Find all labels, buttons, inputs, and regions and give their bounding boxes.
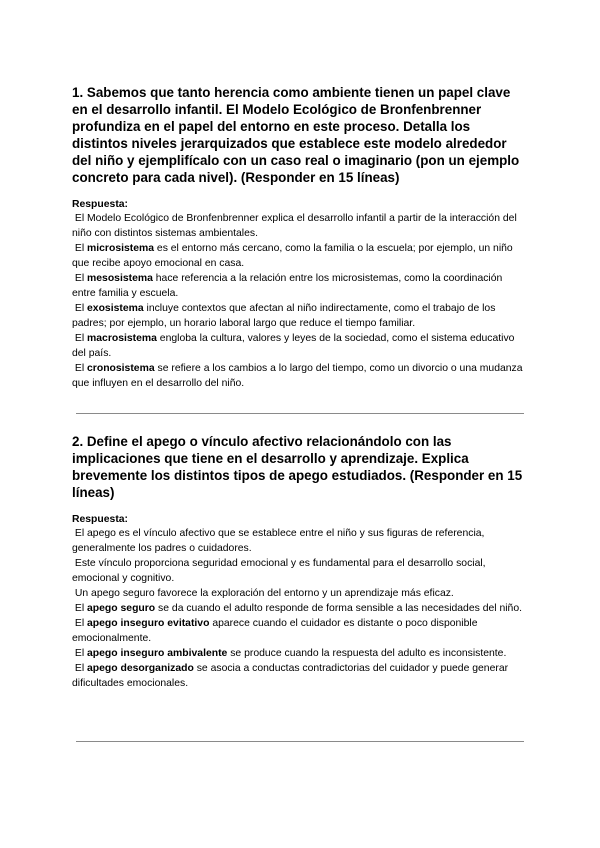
answer-1-body: [72, 211, 528, 391]
answer-1-paragraph: El cronosistema se refiere a los cambios a lo largo del tiempo, como un divorcio o una mudanza que influyen en el desarrollo del niño.: [72, 363, 523, 389]
term-apego-inseguro-evitativo: apego inseguro evitativo: [87, 618, 210, 629]
term-apego-seguro: apego seguro: [87, 603, 156, 614]
section-divider: [76, 413, 524, 414]
term-apego-inseguro-ambivalente: apego inseguro ambivalente: [87, 648, 228, 659]
term-exosistema: exosistema: [87, 303, 144, 314]
question-2-text: 2. Define el apego o vínculo afectivo relacionándolo con las implicaciones que tiene en el desarrollo y aprendizaje. Explica brevemente los distintos tipos de apego estudiados. (Responder en 15 líneas): [72, 434, 523, 500]
answer-2-paragraph: Un apego seguro favorece la exploración del entorno y un aprendizaje más eficaz.: [74, 588, 454, 599]
answer-2-paragraph: El apego inseguro ambivalente se produce cuando la respuesta del adulto es inconsistente.: [74, 648, 507, 659]
answer-1-paragraph: El microsistema es el entorno más cercano, como la familia o la escuela; por ejemplo, un niño que recibe apoyo emocional en casa.: [72, 243, 513, 269]
answer-2-paragraph: El apego desorganizado se asocia a conductas contradictorias del cuidador y puede generar dificultades emocionales.: [72, 663, 509, 689]
answer-2-paragraph: El apego inseguro evitativo aparece cuando el cuidador es distante o poco disponible emocionalmente.: [72, 618, 478, 644]
question-1-text: 1. Sabemos que tanto herencia como ambiente tienen un papel clave en el desarrollo infantil. El Modelo Ecológico de Bronfenbrenner profundiza en el papel del entorno en este proceso. Detalla los distintos niveles jerarquizados que establece este modelo alrededor del niño y ejemplifícalo con un caso real o imaginario (pon un ejemplo concreto para cada nivel). (Responder en 15 líneas): [72, 85, 520, 185]
term-macrosistema: macrosistema: [87, 333, 157, 344]
term-microsistema: microsistema: [87, 243, 155, 254]
term-mesosistema: mesosistema: [87, 273, 153, 284]
answer-1-label: Respuesta:: [72, 199, 129, 210]
answer-2-paragraph: Este vínculo proporciona seguridad emocional y es fundamental para el desarrollo social, emocional y cognitivo.: [72, 558, 486, 584]
answer-1-paragraph: El mesosistema hace referencia a la relación entre los microsistemas, como la coordinación entre familia y escuela.: [72, 273, 503, 299]
term-cronosistema: cronosistema: [87, 363, 155, 374]
answer-2-paragraph: El apego seguro se da cuando el adulto responde de forma sensible a las necesidades del niño.: [74, 603, 522, 614]
answer-1-paragraph: El Modelo Ecológico de Bronfenbrenner explica el desarrollo infantil a partir de la interacción del niño con distintos sistemas ambientales.: [72, 213, 517, 239]
answer-2-paragraph: El apego es el vínculo afectivo que se establece entre el niño y sus figuras de referencia, generalmente los padres o cuidadores.: [72, 528, 485, 554]
answer-1-paragraph: El exosistema incluye contextos que afectan al niño indirectamente, como el trabajo de los padres; por ejemplo, un horario laboral largo que reduce el tiempo familiar.: [72, 303, 496, 329]
answer-2-label: Respuesta:: [72, 514, 129, 525]
term-apego-desorganizado: apego desorganizado: [87, 663, 194, 674]
section-divider: [76, 741, 524, 742]
question-1-section: [72, 84, 528, 391]
question-2-section: [72, 433, 528, 691]
answer-1-paragraph: El macrosistema engloba la cultura, valores y leyes de la sociedad, como el sistema educativo del país.: [72, 333, 515, 359]
answer-2-body: [72, 526, 528, 691]
